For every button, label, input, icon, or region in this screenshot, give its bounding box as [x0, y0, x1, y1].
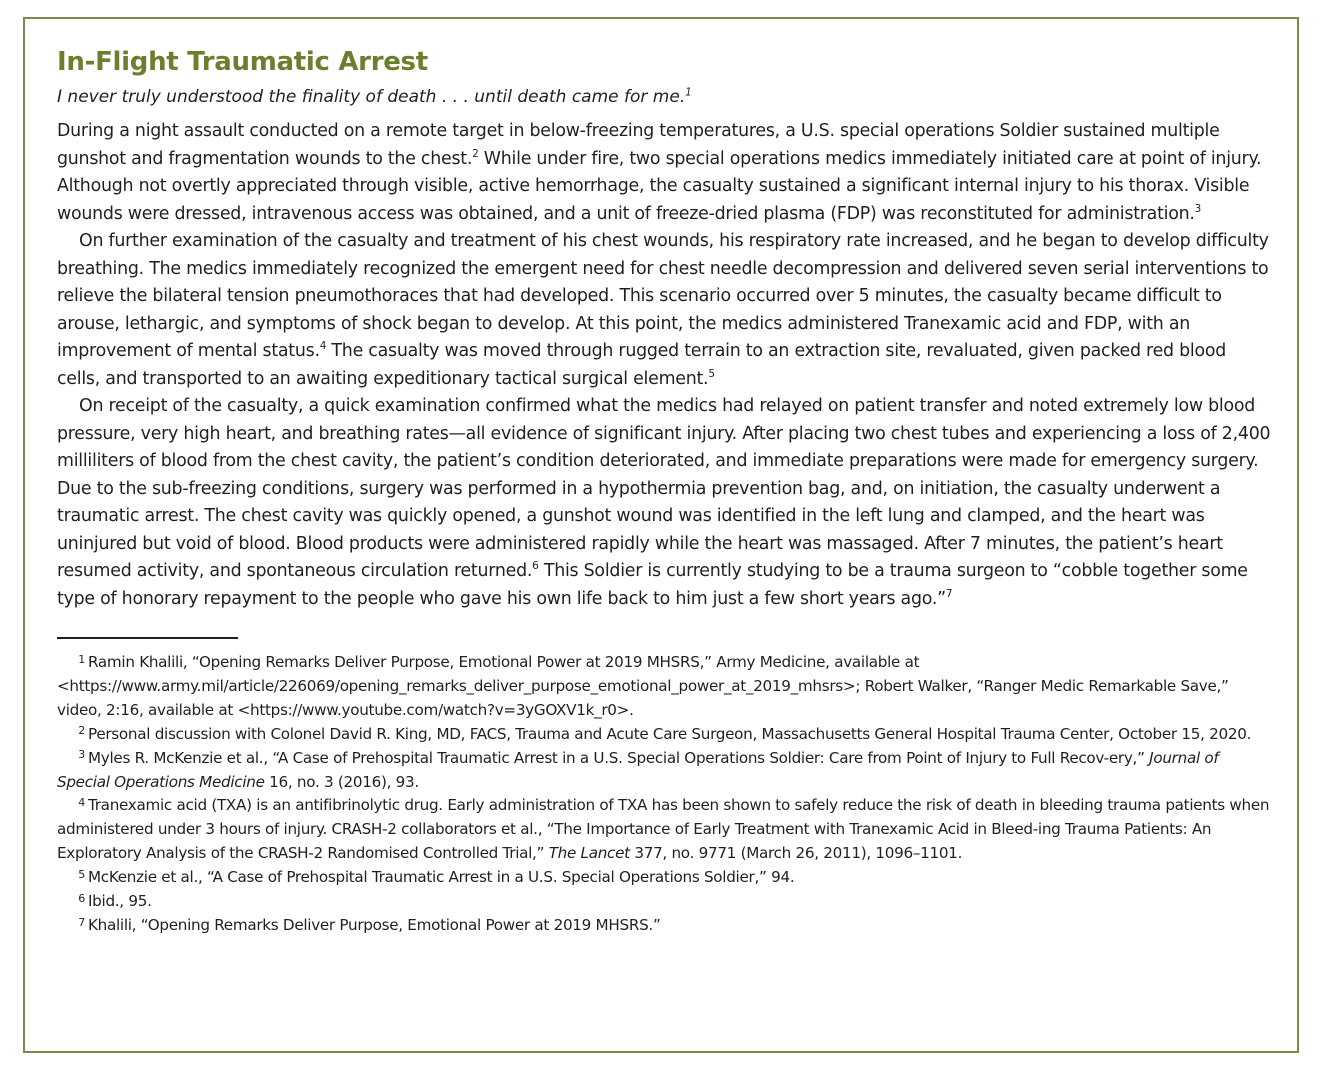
text-span: While under fire, two special operations medics immediately initiated care at point of injury. Although not overtly appreciated through visible, active hemorrhage, the casualty sustained a significant internal injury to his thorax. Visible wounds were dressed, intravenous access was obtained, and a unit of freeze-dried plasma (FDP) was reconstituted for administration.: [57, 148, 1262, 224]
footnote-2: 2 Personal discussion with Colonel David R. King, MD, FACS, Trauma and Acute Care Surgeon, Massachusetts General Hospital Trauma Center, October 15, 2020.: [78, 724, 1252, 743]
footnote-3: 3 Myles R. McKenzie et al., “A Case of Prehospital Traumatic Arrest in a U.S. Special Operations Soldier: Care from Point of Injury to Full Recov-ery,” Journal of Special Operations Medicine 16, no. 3 (2016), 93.: [57, 748, 1219, 791]
text-span: On further examination of the casualty and treatment of his chest wounds, his respiratory rate increased, and he began to develop difficulty breathing. The medics immediately recognized the emergent need for chest needle decompression and delivered seven serial interventions to relieve the bilateral tension pneumothoraces that had developed. This scenario occurred over 5 minutes, the casualty became difficult to arouse, lethargic, and symptoms of shock began to develop. At this point, the medics administered Tranexamic acid and FDP, with an improvement of mental status.: [57, 231, 1269, 361]
body-text: [57, 118, 1272, 613]
epigraph-text: I never truly understood the finality of death . . . until death came for me.: [57, 87, 686, 107]
footnote-ref[interactable]: 6: [532, 560, 539, 573]
footnote-text: Ibid., 95.: [88, 892, 152, 911]
text-span: The casualty was moved through rugged terrain to an extraction site, revaluated, given packed red blood cells, and transported to an awaiting expeditionary tactical surgical element.: [57, 341, 1227, 389]
text-span: This Soldier is currently studying to be a trauma surgeon to “cobble together some type of honorary repayment to the people who gave his own life back to him just a few short years ago.”: [57, 561, 1248, 609]
sidebar-content: [57, 46, 1272, 938]
footnote-text: Personal discussion with Colonel David R. King, MD, FACS, Trauma and Acute Care Surgeon, Massachusetts General Hospital Trauma Center, October 15, 2020.: [88, 724, 1252, 743]
footnote-ref[interactable]: 1: [685, 87, 692, 99]
footnotes: [57, 651, 1272, 938]
footnote-4: 4 Tranexamic acid (TXA) is an antifibrinolytic drug. Early administration of TXA has been shown to safely reduce the risk of death in bleeding trauma patients when administered under 3 hours of injury. CRASH-2 collaborators et al., “The Importance of Early Treatment with Tranexamic Acid in Bleed-ing Trauma Patients: An Exploratory Analysis of the CRASH-2 Randomised Controlled Trial,” The Lancet 377, no. 9771 (March 26, 2011), 1096–1101.: [57, 796, 1270, 863]
footnote-1: 1 Ramin Khalili, “Opening Remarks Deliver Purpose, Emotional Power at 2019 MHSRS,” Army Medicine, available at <https://www.army.mil/article/226069/opening_remarks_deliver_purpose_emotional_power_at_2019_mhsrs>; Robert Walker, “Ranger Medic Remarkable Save,” video, 2:16, available at <https://www.youtube.com/watch?v=3yGOXV1k_r0>.: [57, 652, 1229, 719]
footnote-text: 16, no. 3 (2016), 93.: [264, 772, 419, 791]
footnote-ref[interactable]: 2: [472, 147, 479, 160]
footnote-5: 5 McKenzie et al., “A Case of Prehospital Traumatic Arrest in a U.S. Special Operations Soldier,” 94.: [78, 867, 795, 887]
paragraph-3: [57, 393, 1272, 613]
footnote-text: Tranexamic acid (TXA) is an antifibrinolytic drug. Early administration of TXA has been shown to safely reduce the risk of death in bleeding trauma patients when administered under 3 hours of injury. CRASH-2 collaborators et al., “The Importance of Early Treatment with Tranexamic Acid in Bleed-ing Trauma Patients: An Exploratory Analysis of the CRASH-2 Randomised Controlled Trial,”: [57, 796, 1270, 863]
footnote-journal: Journal of Special Operations Medicine: [57, 748, 1219, 791]
epigraph: [57, 85, 1272, 109]
footnote-text: Ramin Khalili, “Opening Remarks Deliver Purpose, Emotional Power at 2019 MHSRS,” Army Medicine, available at <https://www.army.mil/article/226069/opening_remarks_deliver_purpose_emotional_power_at_2019_mhsrs>; Robert Walker, “Ranger Medic Remarkable Save,” video, 2:16, available at <https://www.youtube.com/watch?v=3yGOXV1k_r0>.: [57, 653, 1229, 719]
paragraph-1: [57, 118, 1272, 228]
footnote-ref[interactable]: 4: [319, 340, 327, 353]
footnote-ref[interactable]: 7: [945, 587, 953, 600]
footnote-text: Myles R. McKenzie et al., “A Case of Prehospital Traumatic Arrest in a U.S. Special Operations Soldier: Care from Point of Injury to Full Recov-ery,”: [88, 748, 1150, 767]
text-span: During a night assault conducted on a remote target in below-freezing temperatures, a U.S. special operations Soldier sustained multiple gunshot and fragmentation wounds to the chest.: [57, 121, 1220, 169]
footnote-journal: The Lancet: [548, 844, 630, 863]
footnote-text: McKenzie et al., “A Case of Prehospital Traumatic Arrest in a U.S. Special Operations Soldier,” 94.: [88, 868, 795, 887]
footnote-7: 7 Khalili, “Opening Remarks Deliver Purpose, Emotional Power at 2019 MHSRS.”: [78, 915, 661, 934]
paragraph-2: [57, 228, 1272, 393]
footnote-ref[interactable]: 3: [1194, 202, 1202, 215]
footnote-ref[interactable]: 5: [708, 367, 715, 380]
text-span: On receipt of the casualty, a quick examination confirmed what the medics had relayed on patient transfer and noted extremely low blood pressure, very high heart, and breathing rates—all evidence of significant injury. After placing two chest tubes and experiencing a loss of 2,400 milliliters of blood from the chest cavity, the patient’s condition deteriorated, and immediate preparations were made for emergency surgery. Due to the sub-freezing conditions, surgery was performed in a hypothermia prevention bag, and, on initiation, the casualty underwent a traumatic arrest. The chest cavity was quickly opened, a gunshot wound was identified in the left lung and clamped, and the heart was uninjured but void of blood. Blood products were administered rapidly while the heart was massaged. After 7 minutes, the patient’s heart resumed activity, and spontaneous circulation returned.: [57, 396, 1271, 581]
sidebar-title: In-Flight Traumatic Arrest: [57, 47, 428, 77]
footnote-rule: [57, 637, 238, 639]
footnote-text: 377, no. 9771 (March 26, 2011), 1096–1101.: [629, 844, 963, 863]
footnote-text: Khalili, “Opening Remarks Deliver Purpose, Emotional Power at 2019 MHSRS.”: [88, 915, 661, 934]
footnote-6: 6 Ibid., 95.: [78, 891, 152, 911]
